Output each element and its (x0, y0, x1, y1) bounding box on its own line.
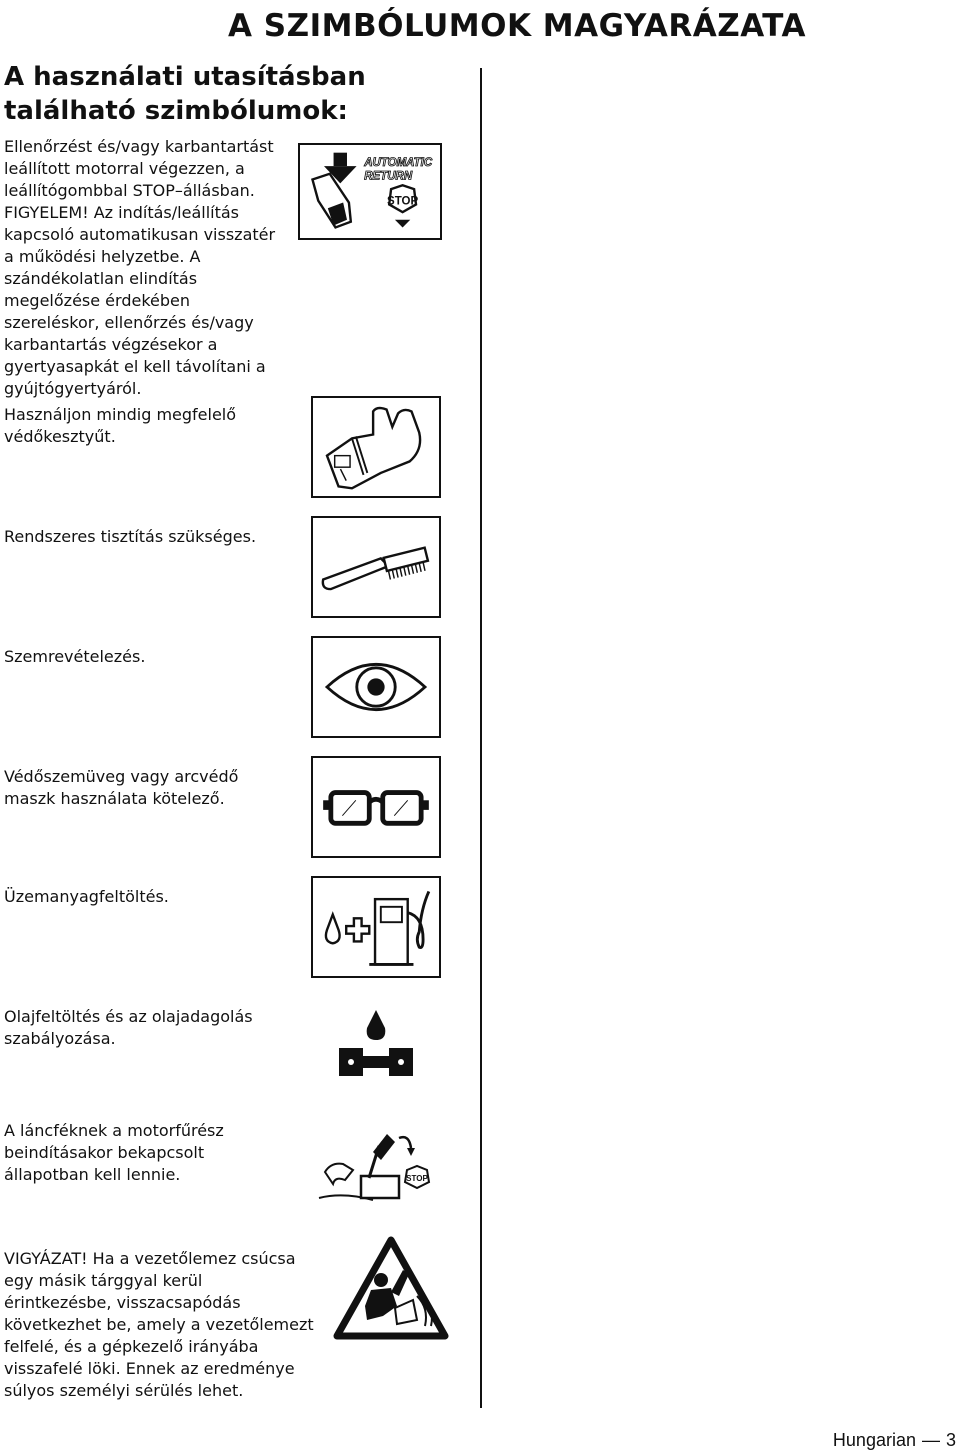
column-divider (480, 68, 482, 1408)
page-footer (833, 1430, 956, 1451)
svg-text:STOP: STOP (387, 195, 419, 208)
item-text-inspection: Szemrevételezés. (4, 647, 146, 666)
svg-text:STOP: STOP (406, 1174, 428, 1183)
chain-brake-icon (313, 1118, 439, 1210)
item-text-goggles: Védőszemüveg vagy arcvédő maszk használata kötelező. (4, 767, 239, 808)
item-text-kickback: VIGYÁZAT! Ha a vezetőlemez csúcsa egy másik tárggyal kerül érintkezésbe, visszacsapódás következhet be, amely a vezetőlemezt felfelé, és a gépkezelő irányába visszafelé löki. Ennek az eredménye súlyos személyi sérülés lehet. (4, 1249, 314, 1400)
eye-icon (311, 636, 441, 738)
brush-icon (311, 516, 441, 618)
stop-switch-icon (298, 143, 442, 240)
goggles-icon (311, 756, 441, 858)
item-text-chain-brake: A láncféknek a motorfűrész beindításakor bekapcsolt állapotban kell lennie. (4, 1121, 224, 1184)
page-header: A SZIMBÓLUMOK MAGYARÁZATA (228, 8, 807, 44)
footer-dash: — (921, 1430, 940, 1450)
item-text-cleaning: Rendszeres tisztítás szükséges. (4, 527, 257, 546)
fuel-pump-icon (311, 876, 441, 978)
item-text-stop-switch: Ellenőrzést és/vagy karbantartást leállított motorral végezzen, a leállítógombbal STOP–állásban. FIGYELEM! Az indítás/leállítás kapcsoló automatikusan visszatér a működési helyzetbe. A szándékolatlan elindítás megelőzése érdekében szereléskor, ellenőrzés és/vagy karbantartás végzésekor a gyertyasapkát el kell távolítani a gyújtógyertyáról. (4, 137, 276, 398)
glove-icon (311, 396, 441, 498)
kickback-warning-icon (333, 1236, 449, 1340)
item-text-oil: Olajfeltöltés és az olajadagolás szabályozása. (4, 1007, 253, 1048)
footer-language: Hungarian (832, 1430, 916, 1450)
svg-text:RETURN: RETURN (364, 170, 413, 183)
page-number: 3 (945, 1430, 956, 1450)
oil-chain-icon (311, 996, 441, 1098)
svg-text:AUTOMATIC: AUTOMATIC (364, 157, 433, 170)
section-title: A használati utasításban található szimbólumok: (4, 62, 366, 126)
item-text-gloves: Használjon mindig megfelelő védőkesztyűt. (4, 405, 237, 446)
item-text-refuel: Üzemanyagfeltöltés. (4, 887, 169, 906)
